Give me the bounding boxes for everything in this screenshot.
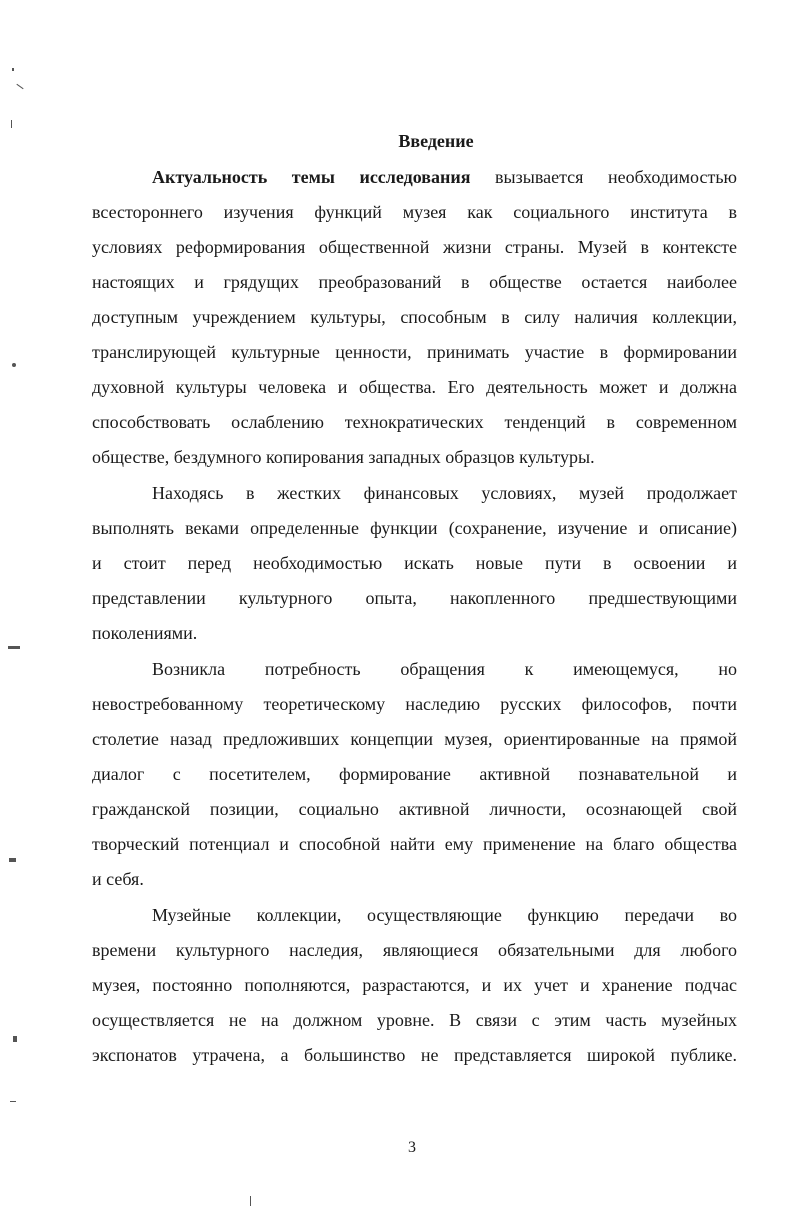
text-line: поколениями. xyxy=(92,623,198,643)
text-line: Музейные коллекции, осуществляющие функцию передачи во xyxy=(152,905,737,925)
text-line: транслирующей культурные ценности, принимать участие в формировании xyxy=(92,342,737,362)
text-line: всестороннего изучения функций музея как социального института в xyxy=(92,202,737,222)
text-line: Возникла потребность обращения к имеющемуся, но xyxy=(152,659,737,679)
scan-speck xyxy=(12,68,14,71)
text-line: экспонатов утрачена, а большинство не представляется широкой публике. xyxy=(92,1045,737,1065)
scan-speck xyxy=(9,858,16,862)
text-line: музея, постоянно пополняются, разрастаются, и их учет и хранение подчас xyxy=(92,975,737,995)
scan-speck xyxy=(10,1101,16,1102)
page-number: 3 xyxy=(408,1139,416,1156)
text-line: обществе, бездумного копирования западных образцов культуры. xyxy=(92,447,595,467)
text-line: духовной культуры человека и общества. Его деятельность может и должна xyxy=(92,377,737,397)
text-line: осуществляется не на должном уровне. В связи с этим часть музейных xyxy=(92,1010,737,1030)
text-line: выполнять веками определенные функции (сохранение, изучение и описание) xyxy=(92,518,737,538)
text-line: и себя. xyxy=(92,869,144,889)
scan-speck xyxy=(11,120,12,128)
page-title: Введение xyxy=(398,131,474,151)
text-line: представлении культурного опыта, накопленного предшествующими xyxy=(92,588,737,608)
text-line: столетие назад предложивших концепции музея, ориентированные на прямой xyxy=(92,729,737,749)
text-line: невостребованному теоретическому наследию русских философов, почти xyxy=(92,694,737,714)
scan-speck xyxy=(16,84,23,89)
text-line: доступным учреждением культуры, способным в силу наличия коллекции, xyxy=(92,307,737,327)
text-line: диалог с посетителем, формирование активной познавательной и xyxy=(92,764,737,784)
scan-speck xyxy=(250,1196,251,1206)
text-line: и стоит перед необходимостью искать новые пути в освоении и xyxy=(92,553,737,573)
text-line: условиях реформирования общественной жизни страны. Музей в контексте xyxy=(92,237,737,257)
text-line: гражданской позиции, социально активной личности, осознающей свой xyxy=(92,799,737,819)
text-line xyxy=(152,164,737,190)
text-line-rest: вызывается необходимостью xyxy=(470,167,737,187)
text-line: времени культурного наследия, являющиеся обязательными для любого xyxy=(92,940,737,960)
text-line: творческий потенциал и способной найти ему применение на благо общества xyxy=(92,834,737,854)
text-line: настоящих и грядущих преобразований в обществе остается наиболее xyxy=(92,272,737,292)
scan-speck xyxy=(12,363,16,367)
text-line: способствовать ослаблению технократических тенденций в современном xyxy=(92,412,737,432)
scan-speck xyxy=(8,646,20,649)
scan-speck xyxy=(13,1036,17,1042)
lead-phrase: Актуальность темы исследования xyxy=(152,167,471,187)
text-line: Находясь в жестких финансовых условиях, музей продолжает xyxy=(152,483,737,503)
